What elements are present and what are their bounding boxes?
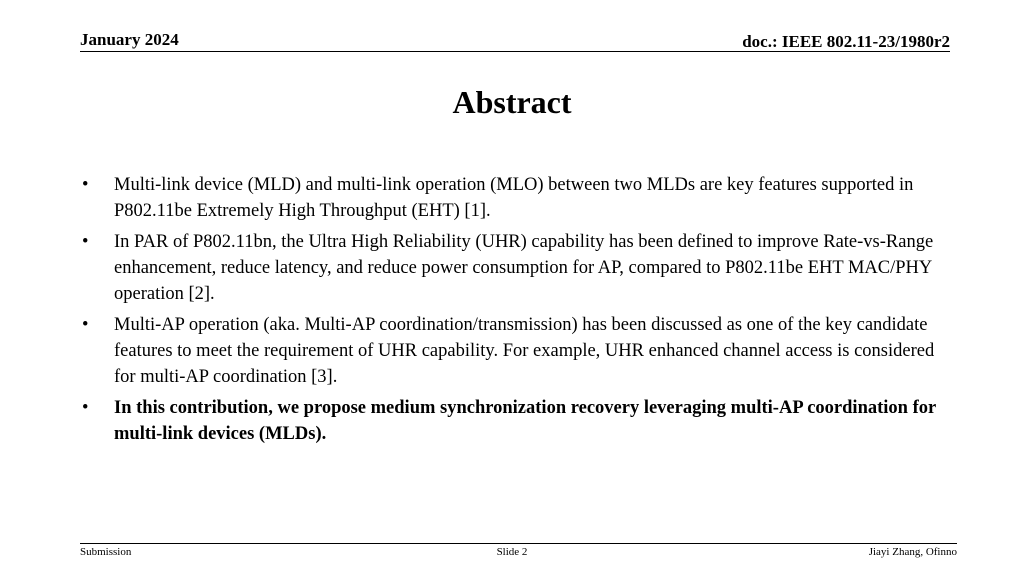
- header-doc-id: doc.: IEEE 802.11-23/1980r2: [742, 32, 950, 51]
- header-date: January 2024: [80, 30, 179, 49]
- bullet-item-4: [82, 395, 952, 447]
- bullet-item-2: [82, 229, 952, 307]
- footer-author: Jiayi Zhang, Ofinno: [868, 546, 957, 558]
- bullet-marker: •: [82, 398, 89, 418]
- bullet-item-1: [82, 172, 952, 224]
- bullet-marker: •: [82, 175, 89, 195]
- bullet-text: Multi-AP operation (aka. Multi-AP coordination/transmission) has been discussed as one of the key candidate features to meet the requirement of UHR capability. For example, UHR enhanced channel access is considered for multi-AP coordination [3].: [114, 315, 935, 387]
- header-divider: [80, 51, 950, 52]
- bullet-marker: •: [82, 315, 89, 335]
- bullet-text: Multi-link device (MLD) and multi-link operation (MLO) between two MLDs are key features supported in P802.11be Extremely High Throughput (EHT) [1].: [114, 175, 914, 221]
- bullet-marker: •: [82, 232, 89, 252]
- footer-divider: [80, 543, 957, 544]
- bullet-list: [82, 172, 952, 452]
- slide-title: Abstract: [452, 84, 572, 120]
- bullet-text: In this contribution, we propose medium synchronization recovery leveraging multi-AP coordination for multi-link devices (MLDs).: [114, 398, 936, 444]
- bullet-item-3: [82, 312, 952, 390]
- footer-slide-number: Slide 2: [496, 546, 528, 558]
- footer-submission: Submission: [80, 546, 132, 558]
- bullet-text: In PAR of P802.11bn, the Ultra High Reliability (UHR) capability has been defined to improve Rate-vs-Range enhancement, reduce latency, and reduce power consumption for AP, compared to P802.11be EHT MAC/PHY operation [2].: [114, 232, 934, 304]
